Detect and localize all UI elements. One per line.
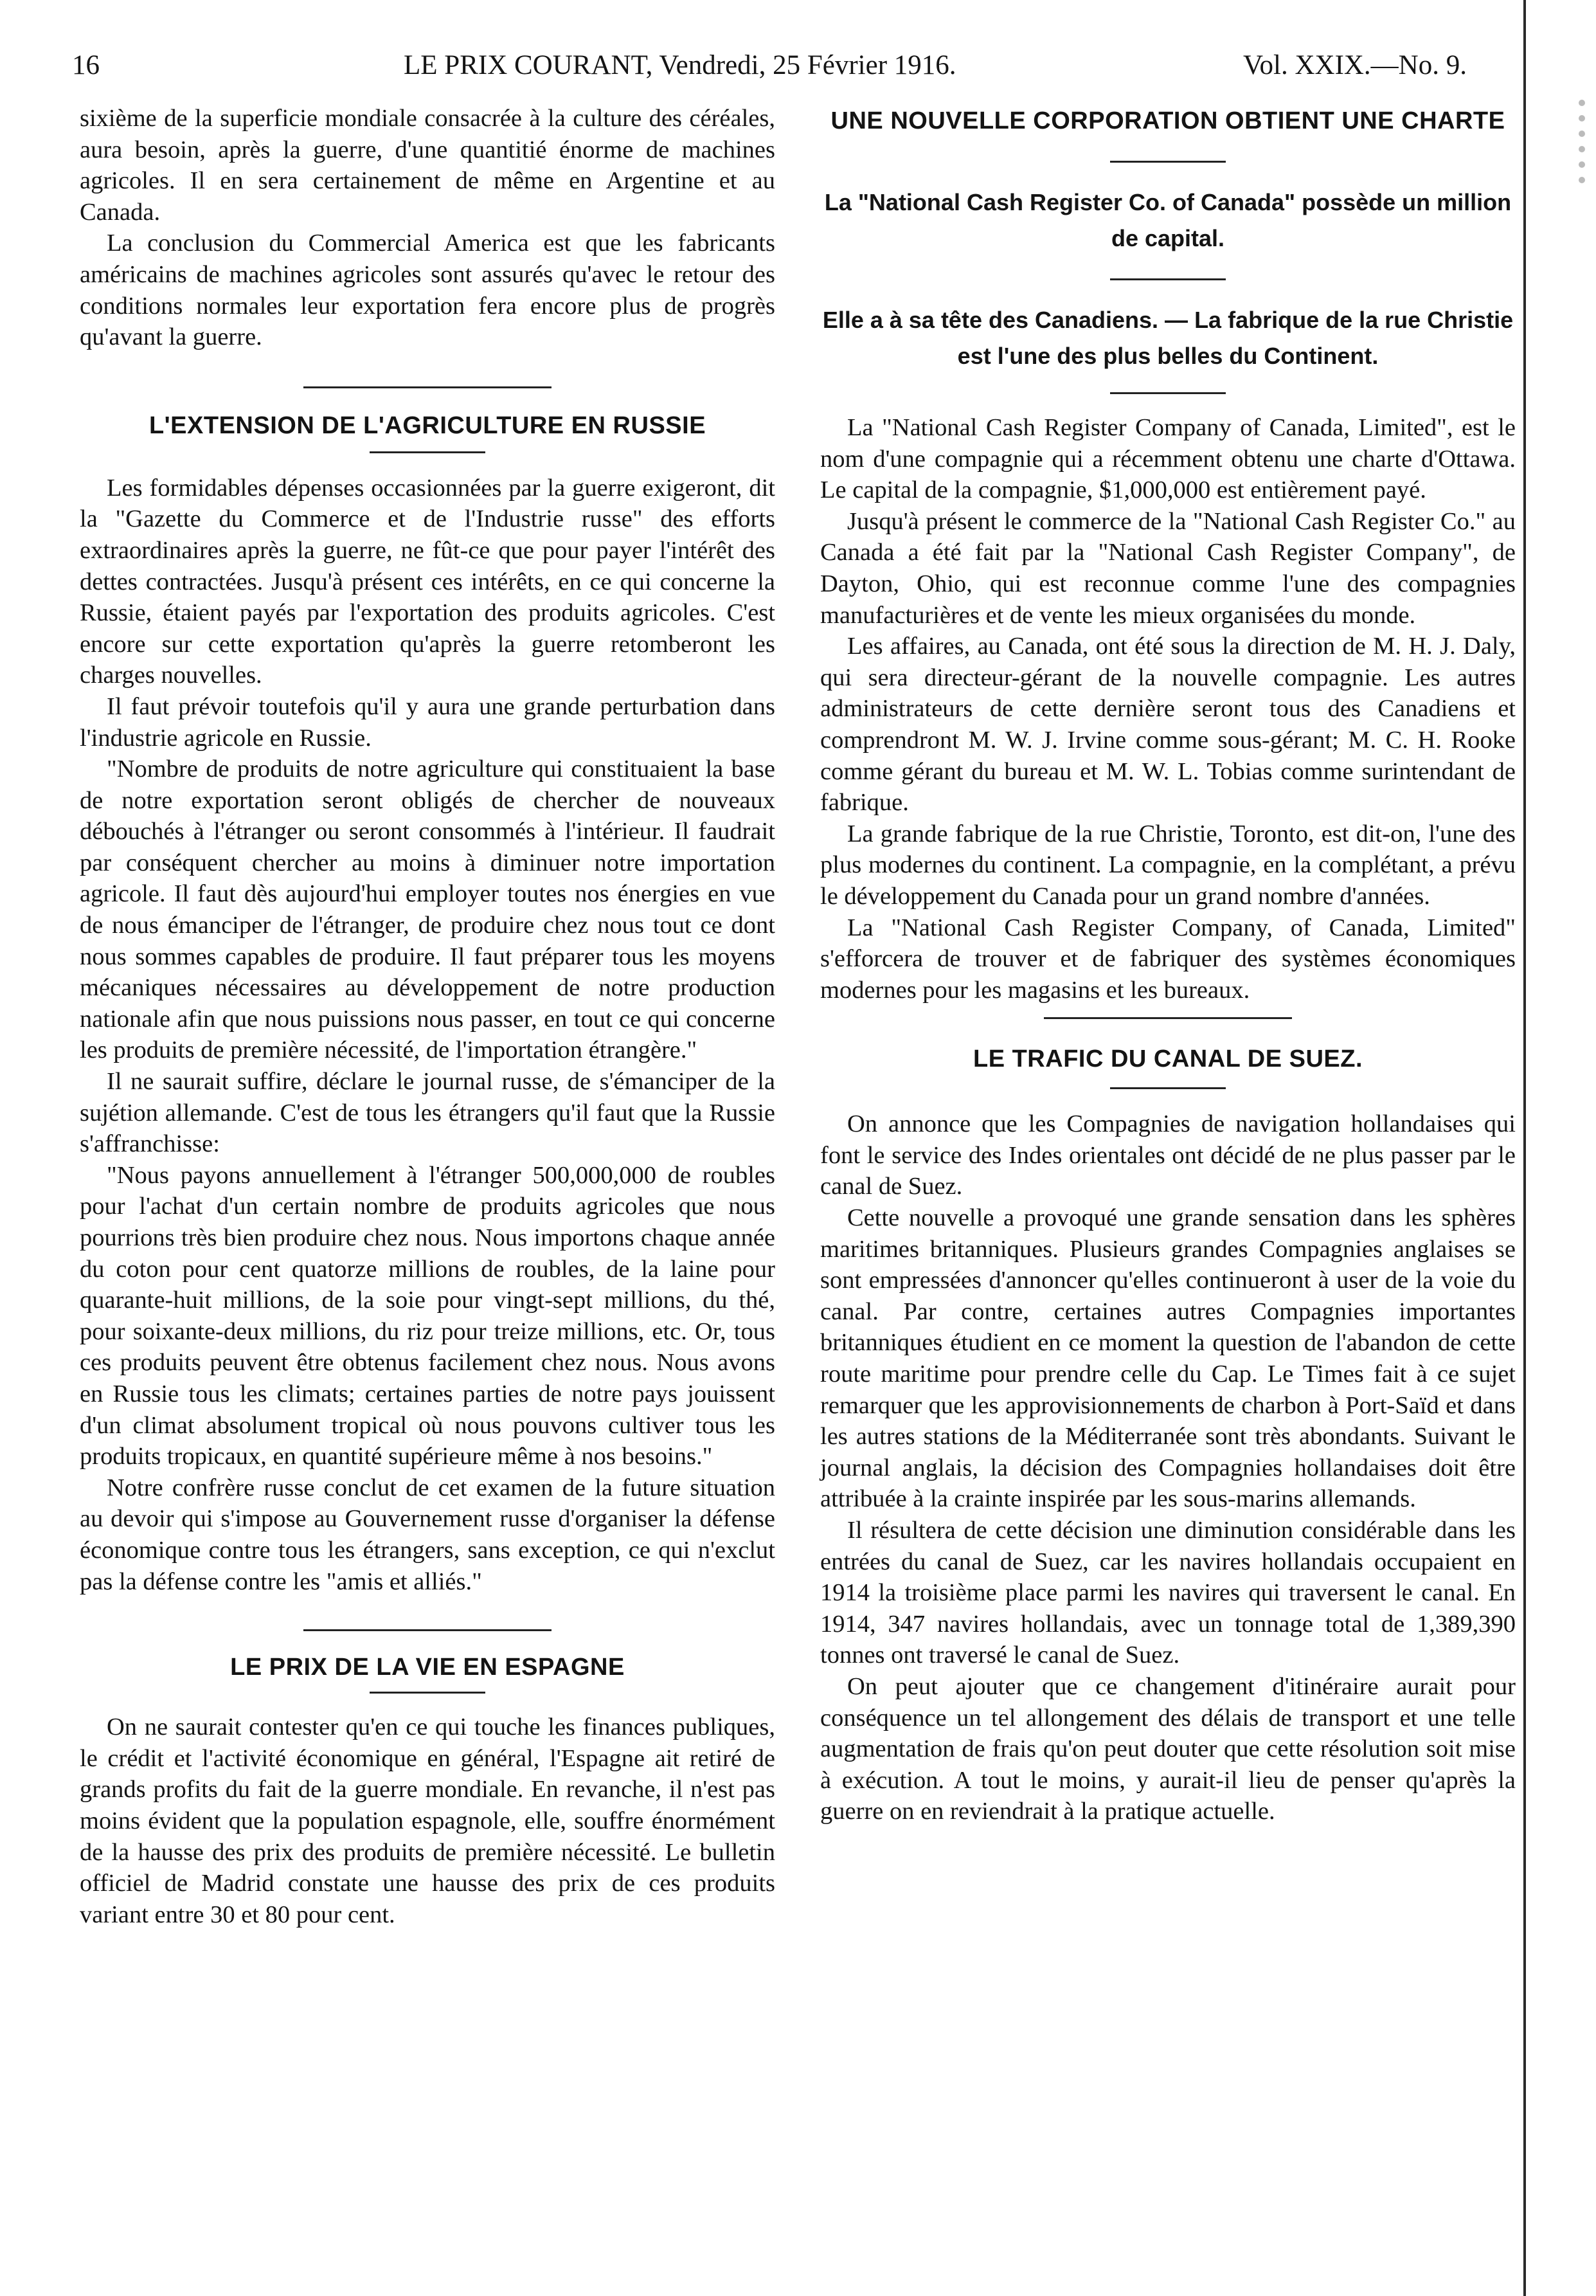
article-heading-ncr: UNE NOUVELLE CORPORATION OBTIENT UNE CHARTE: [830, 107, 1505, 134]
article-paragraph: Cette nouvelle a provoqué une grande sensation dans les sphères maritimes britanniques. Plusieurs grandes Compagnies anglaises se sont empressées d'annoncer qu'elles continueront à user de la voie du canal. Par contre, certaines autres Compagnies importantes britanniques étudient en ce moment la question de l'abandon de cette route maritime pour prendre celle du Cap. Le Times fait à ce sujet remarquer que les approvisionnements de charbon à Port-Saïd et dans les autres stations de la Méditerranée sont très abondants. Suivant le journal anglais, la décision des Compagnies hollandaises doit être attribuée à la crainte inspirée par les sous-marins allemands.: [820, 1204, 1516, 1513]
article-paragraph: Il résultera de cette décision une diminution considérable dans les entrées du canal de Suez, car les navires hollandais occupaient en 1914 la troisième place parmi les navires qui traversent le canal. En 1914, 347 navires hollandais, avec un tonnage total de 1,389,390 tonnes ont traversé le canal de Suez.: [820, 1517, 1516, 1669]
article-paragraph: Il ne saurait suffire, déclare le journal russe, de s'émanciper de la sujétion allemande. C'est de tous les étrangers qu'il faut que la Russie s'affranchisse:: [80, 1068, 775, 1158]
article-paragraph: Il faut prévoir toutefois qu'il y aura une grande perturbation dans l'industrie agricole en Russie.: [80, 692, 775, 752]
left-column: [80, 103, 775, 1930]
masthead-title: LE PRIX COURANT, Vendredi, 25 Février 1916.: [404, 50, 956, 80]
intro-paragraph: sixième de la superficie mondiale consacrée à la culture des céréales, aura besoin, après la guerre, d'une quantitié énorme de machines agricoles. Il en sera certainement de même en Argentine et au Canada.: [80, 105, 775, 226]
article-paragraph: On peut ajouter que ce changement d'itinéraire aurait pour conséquence un tel allongement des délais de transport et une telle augmentation de frais qu'on peut douter que cette résolution soit mise à exécution. A tout le moins, y aurait-il lieu de penser qu'après la guerre on en reviendrait à la pratique actuelle.: [820, 1672, 1516, 1825]
article-paragraph: "Nombre de produits de notre agriculture qui constituaient la base de notre exportation seront obligés de chercher de nouveaux débouchés à l'étranger ou seront consommés à l'intérieur. Il faudrait par conséquent chercher au moins à diminuer notre importation agricole. Il faut dès aujourd'hui employer toutes nos énergies en vue de nous émanciper de l'étranger, de produire chez nous tout ce dont nous sommes capables de produire. Il faut préparer tous les moyens mécaniques nécessaires au développement de notre production nationale afin que nous puissions nous passer, en tout ce qui concerne les produits de première nécessité, de l'importation étrangère.": [80, 755, 775, 1064]
article-heading-russie: L'EXTENSION DE L'AGRICULTURE EN RUSSIE: [148, 411, 706, 439]
article-heading-espagne: LE PRIX DE LA VIE EN ESPAGNE: [230, 1654, 625, 1681]
volume-number: Vol. XXIX.—No. 9.: [1243, 50, 1467, 80]
scan-edge-marks: [1574, 96, 1590, 199]
page-number: 16: [72, 50, 100, 80]
intro-paragraph: La conclusion du Commercial America est que les fabricants américains de machines agricoles sont assurés qu'avec le retour des conditions normales leur exportation fera encore plus de progrès qu'avant la guerre.: [80, 230, 775, 351]
article-paragraph: "Nous payons annuellement à l'étranger 500,000,000 de roubles pour l'achat d'un certain nombre de produits agricoles que nous pourrions très bien produire chez nous. Nous importons chaque année du coton pour cent quatorze millions de roubles, de la laine pour quarante-huit millions, de la soie pour vingt-sept millions, du thé, pour soixante-deux millions, du riz pour treize millions, etc. Or, tous ces produits peuvent être obtenus facilement chez nous. Nous avons en Russie tous les climats; certaines parties de notre pays jouissent d'un climat absolument tropical où nous pouvons cultiver tous les produits tropicaux, en quantité supérieure même à nos besoins.": [80, 1161, 775, 1470]
right-column: [820, 103, 1516, 1827]
article-paragraph: On annonce que les Compagnies de navigation hollandaises qui font le service des Indes orientales ont décidé de ne plus passer par le canal de Suez.: [820, 1110, 1516, 1200]
article-subheading: La "National Cash Register Co. of Canada" possède un million de capital.: [824, 189, 1512, 251]
article-paragraph: La "National Cash Register Company, of Canada, Limited" s'efforcera de trouver et de fabriquer des systèmes économiques modernes pour les magasins et les bureaux.: [820, 914, 1516, 1004]
page-edge-rule: [1523, 0, 1526, 2296]
article-heading-suez: LE TRAFIC DU CANAL DE SUEZ.: [973, 1045, 1363, 1073]
article-paragraph: La grande fabrique de la rue Christie, Toronto, est dit-on, l'une des plus modernes du continent. La compagnie, en la complétant, a prévu le développement du Canada pour un grand nombre d'années.: [820, 820, 1516, 910]
article-paragraph: On ne saurait contester qu'en ce qui touche les finances publiques, le crédit et l'activité économique en général, l'Espagne ait retiré de grands profits du fait de la guerre mondiale. En revanche, il n'est pas moins évident que la population espagnole, elle, souffre énormément de la hausse des prix des produits de première nécessité. Le bulletin officiel de Madrid constate une hausse des prix de ces produits variant entre 30 et 80 pour cent.: [80, 1713, 775, 1928]
article-paragraph: Notre confrère russe conclut de cet examen de la future situation au devoir qui s'impose au Gouvernement russe d'organiser la défense économique contre tous les étrangers, sans exception, ce qui n'exclut pas la défense contre les "amis et alliés.": [80, 1474, 775, 1595]
article-paragraph: La "National Cash Register Company of Canada, Limited", est le nom d'une compagnie qui a récemment obtenu une charte d'Ottawa. Le capital de la compagnie, $1,000,000 est entièrement payé.: [820, 414, 1516, 504]
article-paragraph: Les formidables dépenses occasionnées par la guerre exigeront, dit la "Gazette du Commerce et de l'Industrie russe" des efforts extraordinaires après la guerre, ne fût-ce que pour payer l'intérêt des dettes contractées. Jusqu'à présent ces intérêts, en ce qui concerne la Russie, étaient payés par l'exportation des produits agricoles. C'est encore sur cette exportation qu'après la guerre retomberont les charges nouvelles.: [80, 474, 775, 689]
article-paragraph: Les affaires, au Canada, ont été sous la direction de M. H. J. Daly, qui sera directeur-gérant de la nouvelle compagnie. Les autres administrateurs de cette dernière seront tous des Canadiens et comprendront M. W. J. Irvine comme sous-gérant; M. C. H. Rooke comme gérant du bureau et M. W. L. Tobias comme surintendant de fabrique.: [820, 633, 1516, 817]
article-subheading: Elle a à sa tête des Canadiens. — La fabrique de la rue Christie est l'une des plus belles du Continent.: [822, 307, 1514, 369]
article-paragraph: Jusqu'à présent le commerce de la "National Cash Register Co." au Canada a été fait par la "National Cash Register Company", de Dayton, Ohio, qui est reconnue comme l'une des compagnies manufacturières et de vente les mieux organisées du monde.: [820, 507, 1516, 629]
